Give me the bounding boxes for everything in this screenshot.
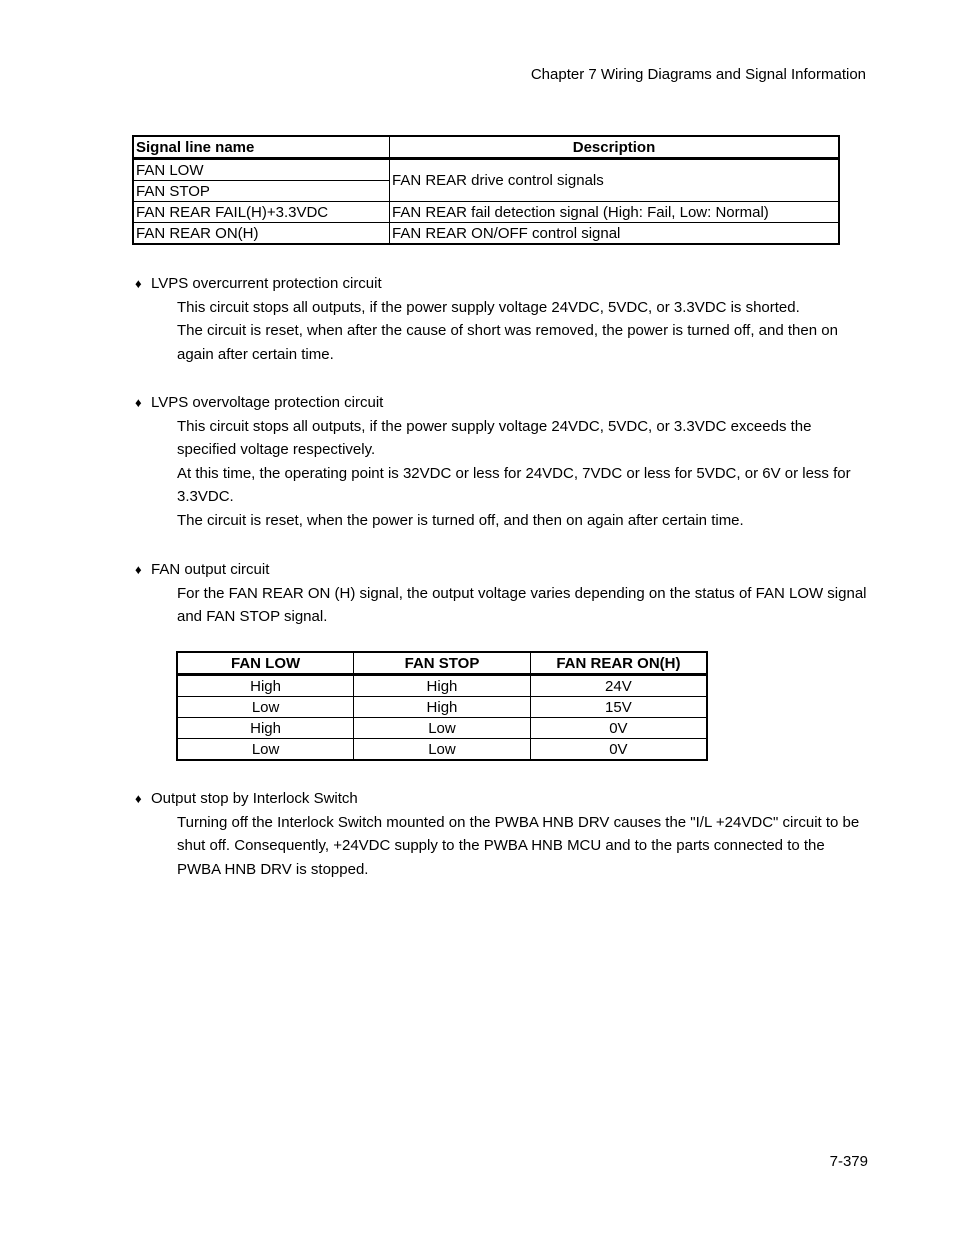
section-interlock xyxy=(135,787,870,881)
section-title: LVPS overvoltage protection circuit xyxy=(151,394,384,411)
paragraph: This circuit stops all outputs, if the power supply voltage 24VDC, 5VDC, or 3.3VDC exceeds the specified voltage respectively. xyxy=(177,417,812,458)
paragraph: This circuit stops all outputs, if the power supply voltage 24VDC, 5VDC, or 3.3VDC is shorted. xyxy=(177,298,800,316)
paragraph: The circuit is reset, when the power is turned off, and then on again after certain time. xyxy=(177,511,744,529)
table-row xyxy=(133,202,839,223)
paragraph: The circuit is reset, when after the cause of short was removed, the power is turned off, and then on again after certain time. xyxy=(177,322,838,363)
signal-name: FAN STOP xyxy=(133,181,390,202)
table-cell: 15V xyxy=(530,697,707,718)
table-cell: High xyxy=(354,697,531,718)
page-number: 7-379 xyxy=(829,1153,868,1170)
fan-table-header: FAN REAR ON(H) xyxy=(530,652,707,675)
table-cell: 24V xyxy=(530,675,707,697)
table-row xyxy=(177,697,707,718)
paragraph: At this time, the operating point is 32VDC or less for 24VDC, 7VDC or less for 5VDC, or 6V or less for 3.3VDC. xyxy=(177,464,851,505)
signal-table-header-description: Description xyxy=(390,136,840,159)
table-row xyxy=(177,739,707,761)
chapter-header: Chapter 7 Wiring Diagrams and Signal Information xyxy=(530,66,866,83)
signal-description: FAN REAR ON/OFF control signal xyxy=(390,223,840,245)
section-title: LVPS overcurrent protection circuit xyxy=(151,275,382,292)
table-row xyxy=(133,223,839,245)
table-cell: Low xyxy=(354,739,531,761)
table-row xyxy=(133,159,839,181)
table-cell: High xyxy=(177,718,354,739)
diamond-bullet-icon: ♦ xyxy=(135,562,142,577)
diamond-bullet-icon: ♦ xyxy=(135,276,142,291)
table-cell: Low xyxy=(177,739,354,761)
signal-table xyxy=(132,135,840,245)
table-cell: Low xyxy=(354,718,531,739)
paragraph: For the FAN REAR ON (H) signal, the output voltage varies depending on the status of FAN LOW signal and FAN STOP signal. xyxy=(177,584,867,625)
fan-table-header: FAN LOW xyxy=(177,652,354,675)
signal-name: FAN REAR FAIL(H)+3.3VDC xyxy=(133,202,390,223)
table-row xyxy=(177,675,707,697)
table-cell: High xyxy=(177,675,354,697)
signal-description: FAN REAR fail detection signal (High: Fail, Low: Normal) xyxy=(390,202,840,223)
table-cell: High xyxy=(354,675,531,697)
signal-name: FAN LOW xyxy=(133,159,390,181)
table-row xyxy=(177,718,707,739)
fan-table xyxy=(176,651,708,761)
signal-table-header-name: Signal line name xyxy=(133,136,390,159)
table-cell: 0V xyxy=(530,739,707,761)
diamond-bullet-icon: ♦ xyxy=(135,791,142,806)
paragraph: Turning off the Interlock Switch mounted on the PWBA HNB DRV causes the "I/L +24VDC" circuit to be shut off. Consequently, +24VDC supply to the PWBA HNB MCU and to the parts connected to the PWBA HNB DRV is stopped. xyxy=(177,813,860,878)
section-overcurrent xyxy=(135,272,870,366)
table-cell: Low xyxy=(177,697,354,718)
section-title: FAN output circuit xyxy=(151,561,270,578)
signal-description: FAN REAR drive control signals xyxy=(390,159,840,202)
table-cell: 0V xyxy=(530,718,707,739)
section-overvoltage xyxy=(135,391,870,532)
fan-table-header: FAN STOP xyxy=(354,652,531,675)
section-title: Output stop by Interlock Switch xyxy=(151,790,358,807)
section-fan-output xyxy=(135,558,870,629)
diamond-bullet-icon: ♦ xyxy=(135,395,142,410)
signal-name: FAN REAR ON(H) xyxy=(133,223,390,245)
